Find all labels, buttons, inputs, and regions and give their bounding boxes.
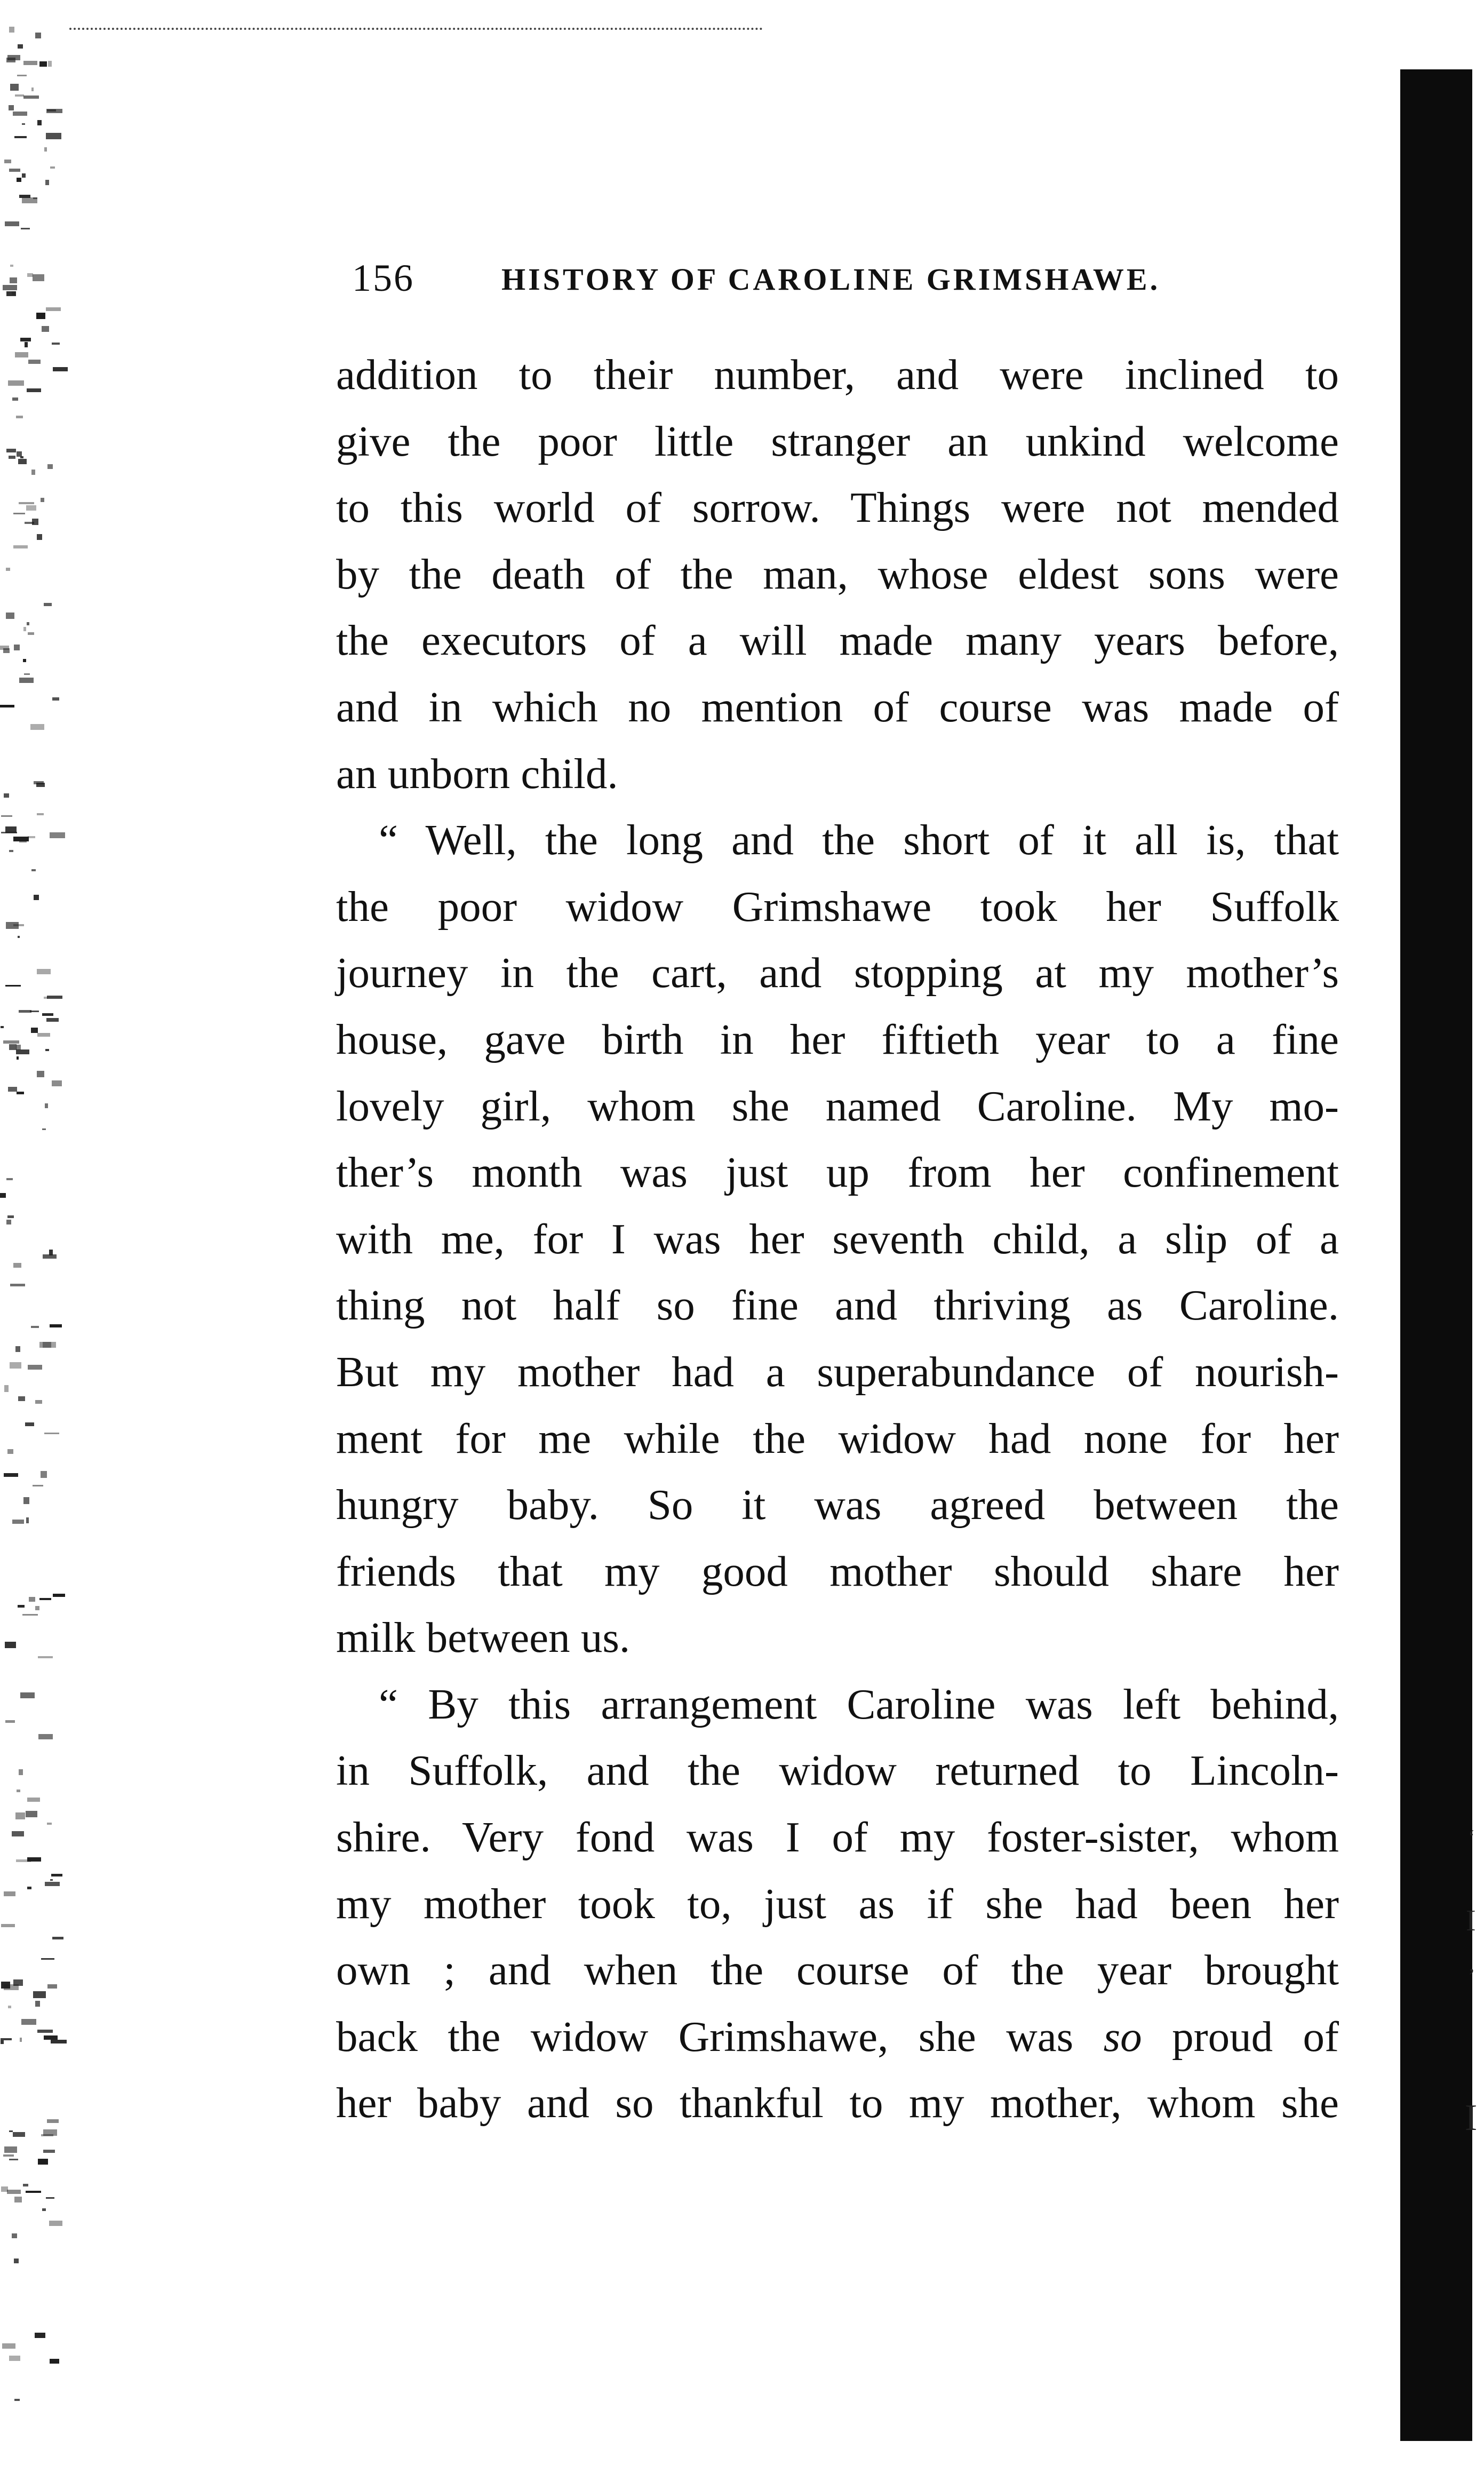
scan-speck: [10, 277, 17, 283]
body-text: [336, 341, 1339, 2136]
scan-speck: [44, 147, 47, 152]
text-line: lovely girl, whom she named Caroline. My mo-: [336, 1082, 1339, 1130]
scan-speck: [42, 2208, 46, 2211]
scan-speck: [4, 1473, 18, 1477]
scan-speck: [9, 27, 14, 33]
scan-speck: [7, 2190, 21, 2194]
scan-speck: [4, 2146, 17, 2153]
text-line: hungry baby. So it was agreed between the: [336, 1481, 1339, 1529]
margin-mark: ‘: [1468, 1825, 1475, 1849]
scan-speck: [28, 632, 34, 635]
text-line: house, gave birth in her fiftieth year to a fine: [336, 1015, 1339, 1063]
scan-speck: [44, 997, 48, 999]
scan-speck: [23, 2184, 28, 2186]
margin-mark: I: [1465, 2097, 1478, 2138]
text-line: by the death of the man, whose eldest sons were: [336, 550, 1339, 598]
scan-speck: [4, 1385, 9, 1392]
emphasized-word: so: [1103, 2012, 1142, 2061]
scan-speck: [5, 826, 17, 833]
scan-speck: [47, 996, 62, 999]
scan-speck: [22, 123, 25, 125]
scan-speck: [13, 513, 25, 514]
text-line: my mother took to, just as if she had been her: [336, 1879, 1339, 1928]
scan-speck: [13, 2132, 25, 2137]
scan-speck: [45, 180, 49, 185]
text-line: “ By this arrangement Caroline was left behind,: [379, 1680, 1339, 1728]
scan-speck: [30, 724, 44, 730]
scan-speck: [46, 133, 61, 139]
scan-speck: [34, 895, 39, 900]
scan-speck: [15, 1346, 20, 1352]
scan-speck: [8, 1087, 17, 1092]
scan-speck: [21, 228, 30, 229]
scan-speck: [9, 2159, 18, 2160]
scan-speck: [52, 343, 60, 345]
scan-speck: [49, 2221, 62, 2226]
text-line: her baby and so thankful to my mother, whom she: [336, 2079, 1339, 2127]
scan-speck: [19, 1769, 23, 1775]
scan-speck: [17, 178, 21, 182]
scan-speck: [31, 88, 34, 91]
scan-speck: [50, 2359, 59, 2364]
scan-speck: [31, 1326, 39, 1328]
scan-speck: [35, 2333, 45, 2338]
scan-speck: [17, 1790, 20, 1792]
scan-speck: [18, 459, 27, 464]
scan-speck: [27, 1887, 31, 1889]
scan-speck: [27, 622, 29, 625]
scan-speck: [50, 1324, 62, 1327]
scan-speck: [50, 832, 65, 838]
scan-speck: [16, 416, 23, 418]
scan-speck: [38, 2159, 48, 2165]
text-line: an unborn child.: [336, 749, 618, 798]
scan-speck: [23, 627, 26, 631]
scan-speck: [22, 1614, 38, 1616]
scan-speck: [20, 456, 23, 458]
text-line: ther’s month was just up from her confinement: [336, 1148, 1339, 1197]
scan-speck: [28, 360, 41, 364]
scan-speck: [31, 1028, 38, 1033]
scan-speck: [1, 815, 12, 817]
scan-speck: [26, 1811, 37, 1817]
scan-speck: [46, 1018, 59, 1022]
scan-speck: [43, 2150, 55, 2153]
scan-speck: [3, 648, 10, 653]
scan-speck: [14, 2399, 20, 2401]
scan-speck: [26, 1517, 29, 1523]
scan-speck: [42, 1128, 46, 1130]
scan-speck: [20, 338, 31, 341]
scan-speck: [6, 1178, 13, 1180]
scan-speck: [19, 678, 34, 683]
running-head: [352, 256, 1280, 315]
text-line: with me, for I was her seventh child, a slip of a: [336, 1214, 1339, 1263]
scan-speck: [35, 33, 41, 38]
scan-speck: [9, 2356, 20, 2361]
scan-speck: [35, 2001, 40, 2007]
scan-speck: [12, 1520, 24, 1524]
scan-speck: [8, 380, 24, 386]
scan-speck: [37, 1071, 44, 1077]
scan-speck: [47, 2119, 59, 2123]
scan-speck: [1, 1026, 4, 1028]
scan-speck: [5, 221, 19, 226]
scan-top-noise: [69, 28, 763, 35]
scan-speck: [9, 2130, 13, 2132]
scan-speck: [47, 1984, 57, 1989]
scan-speck: [18, 1605, 25, 1608]
scan-speck: [9, 1044, 17, 1050]
scan-speck: [27, 1798, 40, 1802]
page-number: 156: [352, 257, 414, 299]
scan-speck: [18, 44, 23, 49]
scan-speck: [47, 464, 53, 469]
scan-speck: [35, 1606, 39, 1610]
scan-speck: [37, 1033, 50, 1037]
scan-speck: [14, 136, 27, 138]
scan-speck: [27, 1857, 41, 1862]
text-line: in Suffolk, and the widow returned to Lincoln-: [336, 1746, 1339, 1795]
scan-speck: [9, 850, 13, 852]
scan-speck: [19, 1010, 31, 1013]
text-line: “ Well, the long and the short of it all is, that: [379, 816, 1339, 864]
scan-speck: [10, 265, 13, 267]
scan-speck: [3, 2154, 14, 2157]
scan-speck: [45, 1049, 49, 1051]
scan-speck: [20, 2038, 22, 2042]
scan-speck: [13, 1263, 21, 1268]
text-line: thing not half so fine and thriving as Caroline.: [336, 1281, 1339, 1330]
scan-speck: [1, 1924, 15, 1927]
scan-speck: [8, 2006, 11, 2008]
scan-speck: [52, 1080, 62, 1086]
scan-speck: [15, 352, 28, 357]
scan-speck: [44, 603, 52, 606]
text-line: addition to their number, and were inclined to: [336, 351, 1339, 399]
scan-speck: [4, 1891, 15, 1896]
text-line: [336, 2003, 1339, 2070]
scan-speck: [37, 120, 42, 125]
scan-speck: [14, 2197, 22, 2202]
scan-speck: [18, 936, 20, 938]
scan-speck: [37, 534, 42, 540]
scan-speck: [19, 840, 27, 842]
scan-speck: [6, 922, 19, 929]
scan-speck: [23, 1497, 29, 1504]
text-line: the executors of a will made many years before,: [336, 616, 1339, 665]
text-line: shire. Very fond was I of my foster-sister, whom: [336, 1813, 1339, 1862]
text-fragment: back the widow Grimshawe, she was: [336, 2012, 1104, 2061]
scan-speck: [44, 1433, 59, 1434]
scan-speck: [50, 166, 55, 169]
scan-speck: [13, 545, 28, 548]
scan-speck: [21, 2019, 36, 2025]
scan-speck: [47, 1823, 52, 1825]
scan-speck: [31, 470, 35, 475]
scan-speck: [12, 1831, 24, 1836]
scan-speck: [10, 1284, 25, 1286]
scan-speck: [4, 793, 9, 798]
scan-speck: [33, 1485, 43, 1486]
scan-speck: [0, 705, 14, 707]
scan-speck: [1, 2040, 4, 2044]
scan-speck: [53, 367, 68, 371]
scan-speck: [32, 519, 38, 525]
page-header-title: HISTORY OF CAROLINE GRIMSHAWE.: [501, 262, 1161, 297]
scan-speck: [9, 456, 15, 459]
margin-mark: ’: [1468, 1964, 1475, 1988]
text-line: to this world of sorrow. Things were not mended: [336, 483, 1339, 532]
scan-speck: [15, 1812, 25, 1819]
scan-speck: [51, 2040, 67, 2043]
scan-speck: [50, 1879, 53, 1881]
scan-speck: [3, 285, 17, 290]
scan-speck: [52, 697, 59, 701]
scan-gutter-noise: [0, 0, 64, 2489]
scan-speck: [0, 1193, 6, 1198]
scan-speck: [24, 673, 30, 675]
scan-speck: [36, 783, 45, 787]
scan-speck: [7, 1449, 13, 1454]
scan-speck: [17, 1056, 19, 1060]
scan-speck: [33, 1991, 46, 1998]
scan-speck: [45, 1103, 48, 1108]
scan-speck: [26, 2191, 41, 2193]
scan-speck: [33, 274, 44, 281]
scan-speck: [25, 1422, 34, 1426]
scan-speck: [46, 109, 62, 113]
scan-speck: [51, 1874, 62, 1876]
text-line: journey in the cart, and stopping at my mother’s: [336, 949, 1339, 997]
scan-speck: [6, 291, 16, 296]
scan-speck: [27, 388, 41, 392]
scan-speck: [29, 1597, 35, 1602]
scan-speck: [42, 326, 49, 332]
scan-speck: [9, 105, 14, 110]
text-fragment: proud of: [1142, 2012, 1339, 2061]
scan-speck: [14, 2259, 19, 2263]
scan-speck: [5, 1642, 16, 1648]
scan-speck: [53, 1594, 65, 1597]
text-line: friends that my good mother should share her: [336, 1547, 1339, 1595]
scan-speck: [10, 84, 19, 91]
scan-speck: [23, 96, 39, 99]
text-line: own ; and when the course of the year brought: [336, 1946, 1339, 1994]
scan-speck: [41, 1958, 54, 1960]
scan-speck: [41, 2134, 53, 2136]
scan-right-edge-bar: [1400, 69, 1472, 2441]
scan-speck: [45, 1882, 60, 1886]
scan-speck: [14, 645, 20, 650]
text-line: the poor widow Grimshawe took her Suffolk: [336, 882, 1339, 931]
scan-speck: [17, 1092, 24, 1094]
scan-speck: [20, 1692, 35, 1698]
scan-speck: [37, 813, 44, 815]
scan-speck: [36, 313, 45, 319]
scan-speck: [38, 1656, 53, 1658]
scan-speck: [22, 197, 37, 203]
scan-speck: [44, 2035, 58, 2040]
scan-speck: [39, 1598, 51, 1600]
scan-speck: [39, 61, 47, 67]
scan-speck: [3, 1040, 19, 1044]
scan-speck: [19, 502, 34, 504]
text-line: give the poor little stranger an unkind welcome: [336, 417, 1339, 465]
scan-speck: [23, 659, 26, 662]
scan-speck: [42, 1013, 53, 1016]
scan-speck: [26, 505, 36, 511]
scan-speck: [16, 1049, 29, 1054]
text-line: ment for me while the widow had none for her: [336, 1414, 1339, 1462]
scan-speck: [2, 2343, 15, 2349]
scan-speck: [37, 969, 51, 974]
text-line: milk between us.: [336, 1613, 631, 1662]
scan-speck: [9, 169, 20, 172]
text-line: and in which no mention of course was made of: [336, 682, 1339, 731]
scan-speck: [39, 1342, 51, 1348]
scan-speck: [12, 2233, 17, 2238]
scan-speck: [13, 112, 27, 116]
margin-mark: I: [1466, 1904, 1476, 1937]
scan-speck: [6, 449, 16, 452]
scan-speck: [48, 61, 52, 67]
scan-speck: [15, 94, 24, 97]
scan-speck: [41, 498, 44, 502]
scan-speck: [46, 307, 61, 311]
scan-speck: [23, 61, 37, 65]
scan-speck: [49, 1250, 53, 1255]
scan-speck: [18, 1396, 25, 1401]
scan-speck: [17, 75, 27, 76]
scan-speck: [38, 1734, 53, 1739]
scan-speck: [7, 55, 20, 60]
scan-speck: [7, 1215, 14, 1218]
scan-speck: [28, 836, 35, 838]
scan-speck: [46, 2197, 54, 2199]
scan-speck: [37, 2030, 53, 2033]
scan-speck: [12, 397, 18, 401]
scan-speck: [6, 613, 14, 619]
scan-speck: [4, 160, 11, 163]
scan-speck: [5, 985, 21, 987]
scan-speck: [52, 1937, 63, 1939]
scan-speck: [25, 342, 28, 347]
scan-speck: [22, 173, 26, 178]
scan-speck: [41, 1471, 47, 1478]
scan-speck: [6, 1220, 11, 1224]
scan-speck: [10, 1362, 21, 1369]
scan-speck: [13, 1979, 23, 1986]
scan-speck: [5, 1720, 15, 1723]
text-line: But my mother had a superabundance of nourish-: [336, 1347, 1339, 1396]
scan-speck: [28, 1365, 42, 1370]
scan-speck: [6, 568, 10, 571]
scan-speck: [35, 1400, 42, 1404]
scan-speck: [31, 869, 36, 871]
